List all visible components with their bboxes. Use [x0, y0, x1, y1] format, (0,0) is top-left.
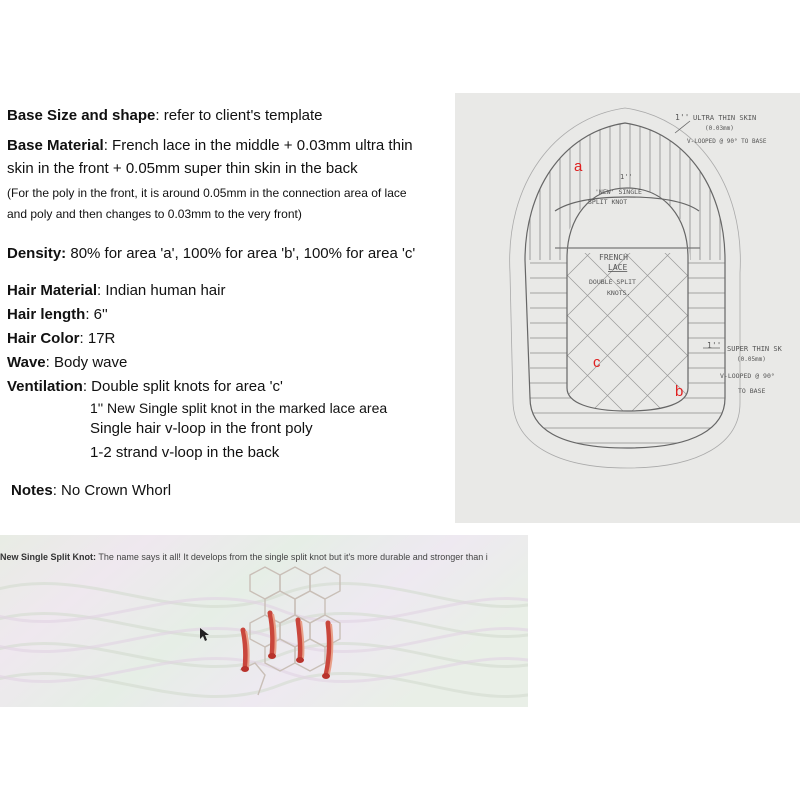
notes-label: Notes [11, 482, 53, 499]
hair-color-value: : 17R [79, 330, 116, 347]
hair-length-value: : 6'' [85, 306, 108, 323]
super-thin-label-4: TO BASE [738, 387, 766, 395]
top-measure-label: 1'' [675, 113, 690, 122]
base-sketch-drawing [455, 93, 800, 523]
ultra-thin-label-2: (0.03mm) [705, 125, 734, 132]
side-measure-label: 1'' [707, 341, 722, 350]
wave-value: : Body wave [45, 354, 128, 371]
base-sketch-image [455, 93, 800, 523]
double-split-label-2: KNOTS. [607, 289, 631, 297]
new-knot-label-1: 'NEW' SINGLE [595, 188, 642, 196]
ultra-thin-label-1: ULTRA THIN SKIN [693, 114, 757, 122]
french-lace-label-1: FRENCH [599, 253, 628, 262]
wave-line [7, 354, 127, 372]
ventilation-line-3: Single hair v-loop in the front poly [90, 420, 313, 437]
area-b-label: b [675, 383, 684, 400]
double-split-label-1: DOUBLE SPLIT [589, 278, 636, 286]
super-thin-label-1: SUPER THIN SK [727, 345, 782, 353]
base-material-line-2: skin in the front + 0.05mm super thin skin in the back [7, 160, 358, 177]
ultra-thin-label-3: V-LOOPED @ 90° TO BASE [687, 138, 767, 145]
hair-color-line [7, 330, 115, 348]
notes-value: : No Crown Whorl [52, 482, 172, 499]
wave-label: Wave [7, 354, 46, 371]
base-size-value: : refer to client's template [155, 107, 323, 124]
hair-material-line [7, 282, 225, 300]
area-a-label: a [574, 158, 583, 175]
base-material-line [7, 137, 413, 155]
density-value: 80% for area 'a', 100% for area 'b', 100% for area 'c' [66, 245, 416, 262]
knot-reference-photo [0, 535, 528, 707]
french-lace-label-2: LACE [608, 263, 628, 272]
notes-line [11, 482, 171, 500]
base-material-value: : French lace in the middle + 0.03mm ultra thin [103, 137, 413, 154]
ventilation-value: : Double split knots for area 'c' [82, 378, 283, 395]
base-size-line [7, 107, 323, 125]
template-outline [510, 108, 741, 468]
inner-measure-label: 1'' [620, 173, 633, 181]
super-thin-label-3: V-LOOPED @ 90° [720, 372, 775, 380]
ventilation-line [7, 378, 283, 396]
hair-length-label: Hair length [7, 306, 86, 323]
base-material-label: Base Material [7, 137, 104, 154]
base-size-label: Base Size and shape [7, 107, 156, 124]
area-c-label: c [593, 354, 601, 371]
density-line [7, 245, 415, 263]
leader-lines [675, 121, 720, 348]
knot-caption-title: New Single Split Knot: [0, 552, 96, 562]
hair-material-label: Hair Material [7, 282, 98, 299]
ventilation-line-2: 1'' New Single split knot in the marked lace area [90, 400, 388, 416]
knot-caption-text: The name says it all! It develops from the single split knot but it's more durable and stronger than i [96, 552, 488, 562]
base-material-note-1: (For the poly in the front, it is around 0.05mm in the connection area of lace [7, 186, 407, 200]
hair-length-line [7, 306, 108, 324]
knot-caption [0, 552, 488, 562]
ventilation-line-4: 1-2 strand v-loop in the back [90, 444, 280, 461]
base-material-note-2: and poly and then changes to 0.03mm to the very front) [7, 207, 302, 221]
ventilation-label: Ventilation [7, 378, 83, 395]
new-knot-label-2: SPLIT KNOT [588, 198, 628, 206]
density-label: Density: [7, 245, 67, 262]
hair-color-label: Hair Color [7, 330, 80, 347]
hair-material-value: : Indian human hair [97, 282, 226, 299]
super-thin-label-2: (0.05mm) [737, 356, 766, 363]
